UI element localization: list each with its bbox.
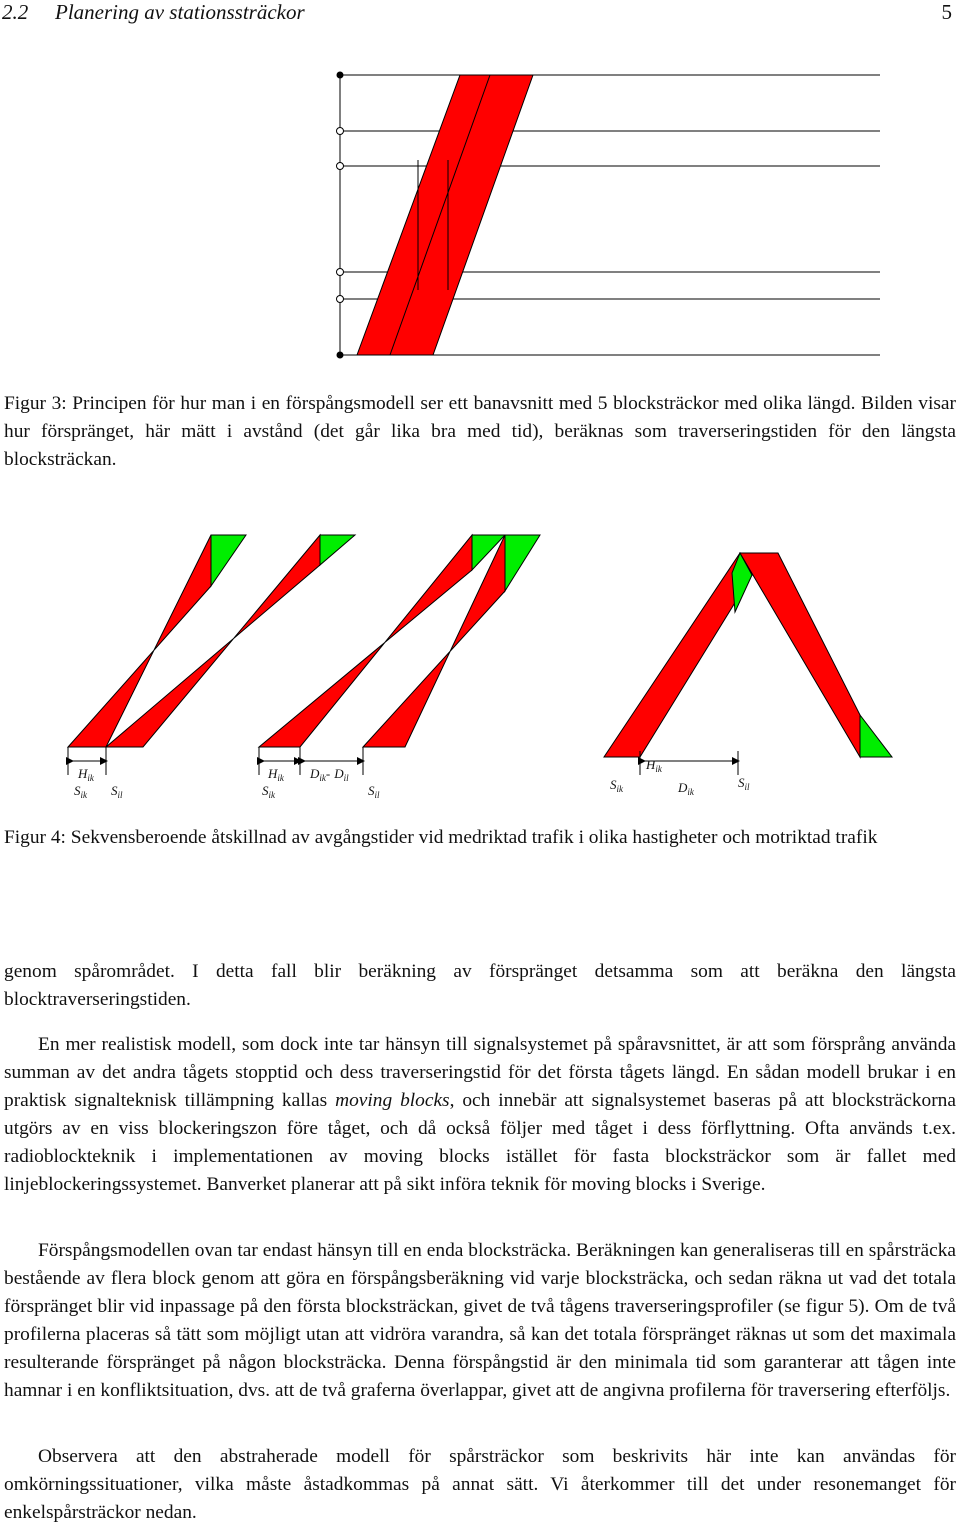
block-signal-6 bbox=[337, 352, 344, 359]
label-h-ik-2: $H_{ik}$ bbox=[268, 766, 284, 783]
label-h-ik-3: $H_{ik}$ bbox=[646, 757, 662, 774]
label-s-ik-2: $S_{ik}$ bbox=[262, 783, 275, 800]
label-s-il-1: $S_{il}$ bbox=[111, 783, 123, 800]
label-s-ik-1: $S_{ik}$ bbox=[74, 783, 87, 800]
train-il-buffer-2 bbox=[505, 535, 540, 591]
panel-3-opposing-traffic bbox=[604, 553, 892, 757]
train-il-occupation-3 bbox=[740, 553, 860, 757]
p2-term-moving-blocks: moving blocks bbox=[335, 1090, 450, 1111]
label-d-ik-d-il: $D_{ik}-$ $D_{il}$ bbox=[310, 766, 349, 783]
section-title: Planering av stationssträckor bbox=[55, 0, 305, 24]
p2-text-before: En mer realistisk modell, som dock inte tar hänsyn till signalsystemet på spåravsnittet, är att som försprång använda summan av det andra tågets stopptid och dess traverseringstid för det första tågets längd. En sådan modell brukar i en praktisk signalteknisk tillämpning kallas bbox=[4, 1034, 956, 1111]
figure-4 bbox=[0, 525, 960, 815]
block-signal-1 bbox=[337, 72, 344, 79]
body-paragraph-3: Förspångsmodellen ovan tar endast hänsyn till en enda blocksträcka. Beräkningen kan generaliseras till en spårsträcka bestående av flera block genom att göra en förspångsberäkning vid varje blocksträcka, och sedan räkna ut vad det totala förspränget blir vid inpassage på den första blocksträckan, givet de två tågens traverseringsprofiler (se figur 5). Om de två profilerna placeras så tätt som möjligt utan att vidröra varandra, så kan det totala förspränget räknas ut som det maximala resulterande förspränget på någon blocksträcka. Denna förspångstid är den minimala tid som garanterar att tågen inte hamnar i en konfliktsituation, dvs. att de två graferna överlappar, givet att de angivna profilerna för traversering efterföljs. bbox=[4, 1240, 956, 1401]
block-signal-3 bbox=[337, 163, 344, 170]
train-ik-buffer bbox=[211, 535, 246, 586]
section-number: 2.2 bbox=[2, 0, 29, 24]
block-signal-2 bbox=[337, 128, 344, 135]
label-s-ik-3: $S_{ik}$ bbox=[610, 777, 623, 794]
figure-3-caption: Figur 3: Principen för hur man i en förspångsmodell ser ett banavsnitt med 5 blocksträckor med olika längd. Bilden visar hur förspränget, här mätt i avstånd (det går lika bra med tid), beräknas som traverseringstiden för den längsta blocksträckan. bbox=[4, 393, 956, 470]
label-d-ik-3: $D_{ik}$ bbox=[678, 780, 694, 797]
block-signal-5 bbox=[337, 296, 344, 303]
train-il-occupation-2 bbox=[363, 535, 505, 747]
train-ik-occupation-2 bbox=[259, 535, 472, 747]
block-signal-4 bbox=[337, 269, 344, 276]
body-paragraph-1: genom spårområdet. I detta fall blir beräkning av förspränget detsamma som att beräkna den längsta blocktraverseringstiden. bbox=[4, 961, 956, 1010]
train-il-buffer-3 bbox=[860, 715, 892, 757]
train-il-buffer bbox=[320, 535, 355, 565]
figure-3 bbox=[0, 60, 960, 370]
train-ik-occupation-3 bbox=[604, 553, 752, 757]
train-ik-occupation bbox=[68, 535, 211, 747]
label-h-ik-1: $H_{ik}$ bbox=[78, 766, 94, 783]
label-s-il-3: $S_{il}$ bbox=[738, 775, 750, 792]
body-paragraph-2 bbox=[4, 1031, 956, 1199]
figure-4-caption: Figur 4: Sekvensberoende åtskillnad av avgångstider vid medriktad trafik i olika hastigheter och motriktad trafik bbox=[4, 827, 878, 848]
body-paragraph-4: Observera att den abstraherade modell för spårsträckor som beskrivits här inte kan användas för omkörningssituationer, vilka måste åstadkommas på annat sätt. Vi återkommer till det under resonemanget för enkelspårsträckor nedan. bbox=[4, 1446, 956, 1523]
page-number: 5 bbox=[941, 0, 952, 24]
p2-text-after: , och innebär att signalsystemet baseras på att blocksträckorna utgörs av en viss blockeringszon före tåget, och då också följer med tåget i dess förflyttning. Ofta används t.ex. radioblockteknik i implementationen av moving blocks istället för fasta blocksträckor som är fallet med linjeblockeringssystemet. Banverket planerar att på sikt införa teknik för moving blocks i Sverige. bbox=[4, 1090, 956, 1195]
label-s-il-2: $S_{il}$ bbox=[368, 783, 380, 800]
running-header bbox=[0, 0, 960, 30]
